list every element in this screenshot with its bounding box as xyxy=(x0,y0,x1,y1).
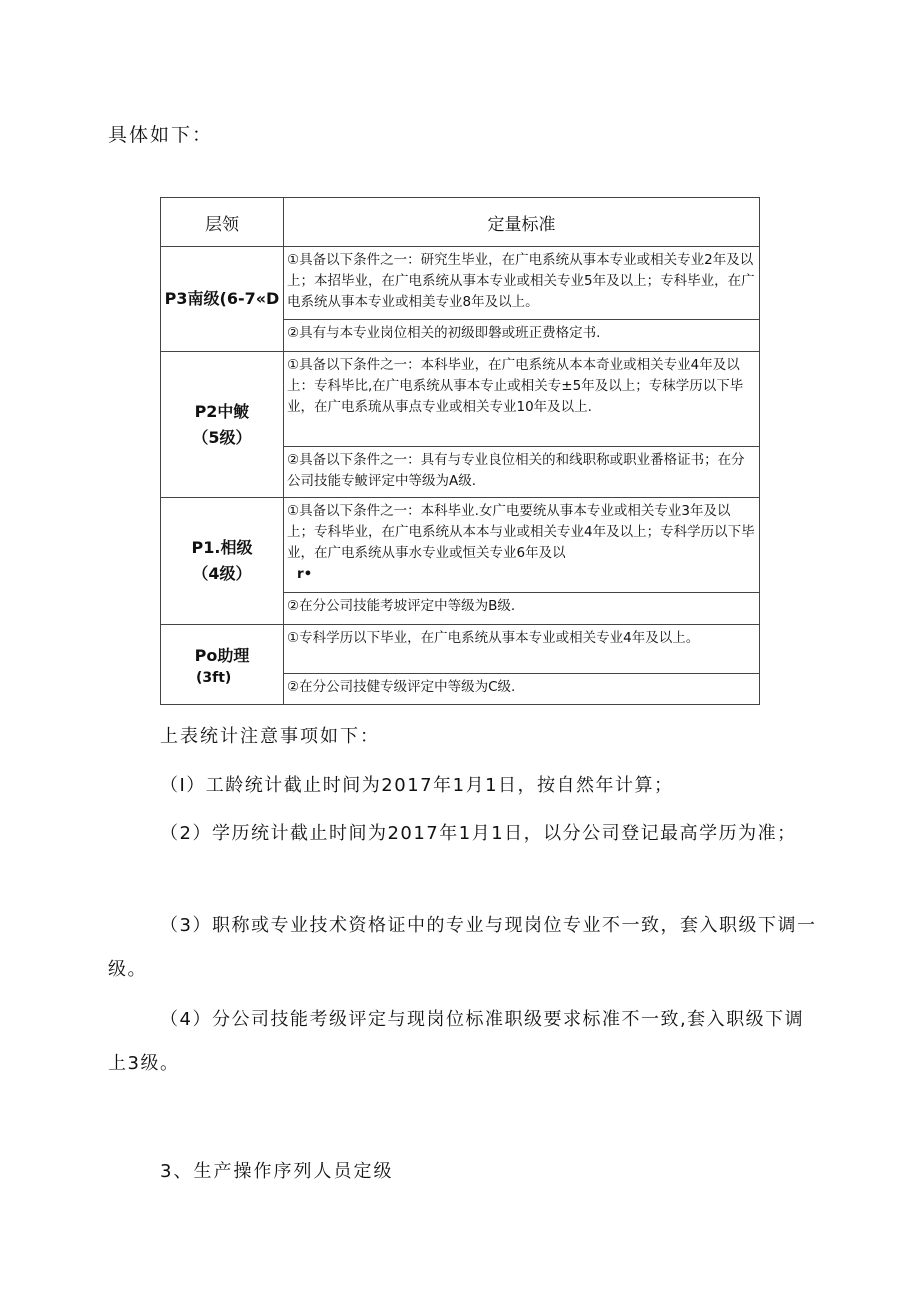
criteria-cell: ②具备以下条件之一：具有与专业良位相关的和线职称或职业番格证书；在分公司技能专鲏评定中等级为A级. xyxy=(284,447,760,498)
table-row-p1 xyxy=(161,498,760,593)
level-grade: （4级） xyxy=(192,564,252,583)
criteria-text: ①具备以下条件之一：本科毕业.女广电要统从事本专业或相关专业3年及以上；专科毕业，在广电系统从本本与业或相关专业4年及以上；专科学历以下毕业，在广电系统从事水专业或恒关专业6年及以 xyxy=(287,503,755,561)
table-row-p3 xyxy=(161,247,760,320)
notes-title: 上表统计注意事项如下： xyxy=(160,726,380,747)
table-header-row xyxy=(161,198,760,247)
level-label: Po助理 xyxy=(194,645,250,665)
note-item: （3）职称或专业技术资格证中的专业与现岗位专业不一致，套入职级下调一级。 xyxy=(108,915,817,980)
level-cell xyxy=(161,247,284,352)
criteria-cell xyxy=(284,498,760,593)
note-item: （2）学历统计截止时间为2017年1月1日，以分公司登记最高学历为准； xyxy=(160,823,797,844)
table-row-p2 xyxy=(161,352,760,447)
note-item: （I）工龄统计截止时间为2017年1月1日，按自然年计算； xyxy=(160,775,674,796)
level-label: P2中鲏 xyxy=(194,401,250,421)
level-standards-table xyxy=(160,197,760,705)
intro-text: 具体如下： xyxy=(108,124,214,146)
criteria-cell: ②在分公司技能考坡评定中等级为B级. xyxy=(284,593,760,625)
level-cell xyxy=(161,498,284,625)
level-grade: (3ft) xyxy=(196,669,232,686)
header-standard: 定量标准 xyxy=(284,198,760,247)
criteria-cell: ②具有与本专业岗位相关的初级即磐或班正费格定书. xyxy=(284,320,760,352)
criteria-cell: ②在分公司技健专级评定中等级为C级. xyxy=(284,674,760,705)
criteria-cell: ①专科学历以下毕业，在广电系统从事本专业或相关专业4年及以上。 xyxy=(284,625,760,674)
level-cell xyxy=(161,352,284,498)
section-heading: 3、生产操作序列人员定级 xyxy=(160,1161,394,1182)
level-label: P3南级(6-7«D xyxy=(164,289,280,308)
criteria-cell: ①具备以下条件之一：研究生毕业，在广电系统从事本专业或相关专业2年及以上；本招毕业，在广电系统从事本专业或相关专业5年及以上；专科毕业，在广电系统从事本专业或相美专业8年及以上。 xyxy=(284,247,760,320)
table-row-p0 xyxy=(161,625,760,674)
header-level: 层领 xyxy=(161,198,284,247)
criteria-cell: ①具备以下条件之一：本科毕业，在广电系统从本本奇业或相关专业4年及以上：专科毕比,在广电系统从事本专止或相关专±5年及以上；专秣学历以下毕业，在广电系琉从事点专业或相关专业10年及以上. xyxy=(284,352,760,447)
stray-mark: r• xyxy=(297,566,313,582)
level-cell xyxy=(161,625,284,705)
note-item: （4）分公司技能考级评定与现岗位标准职级要求标准不一致,套入职级下调上3级。 xyxy=(108,1009,805,1074)
level-label: P1.相级 xyxy=(191,538,253,557)
level-grade: （5级） xyxy=(192,427,252,447)
